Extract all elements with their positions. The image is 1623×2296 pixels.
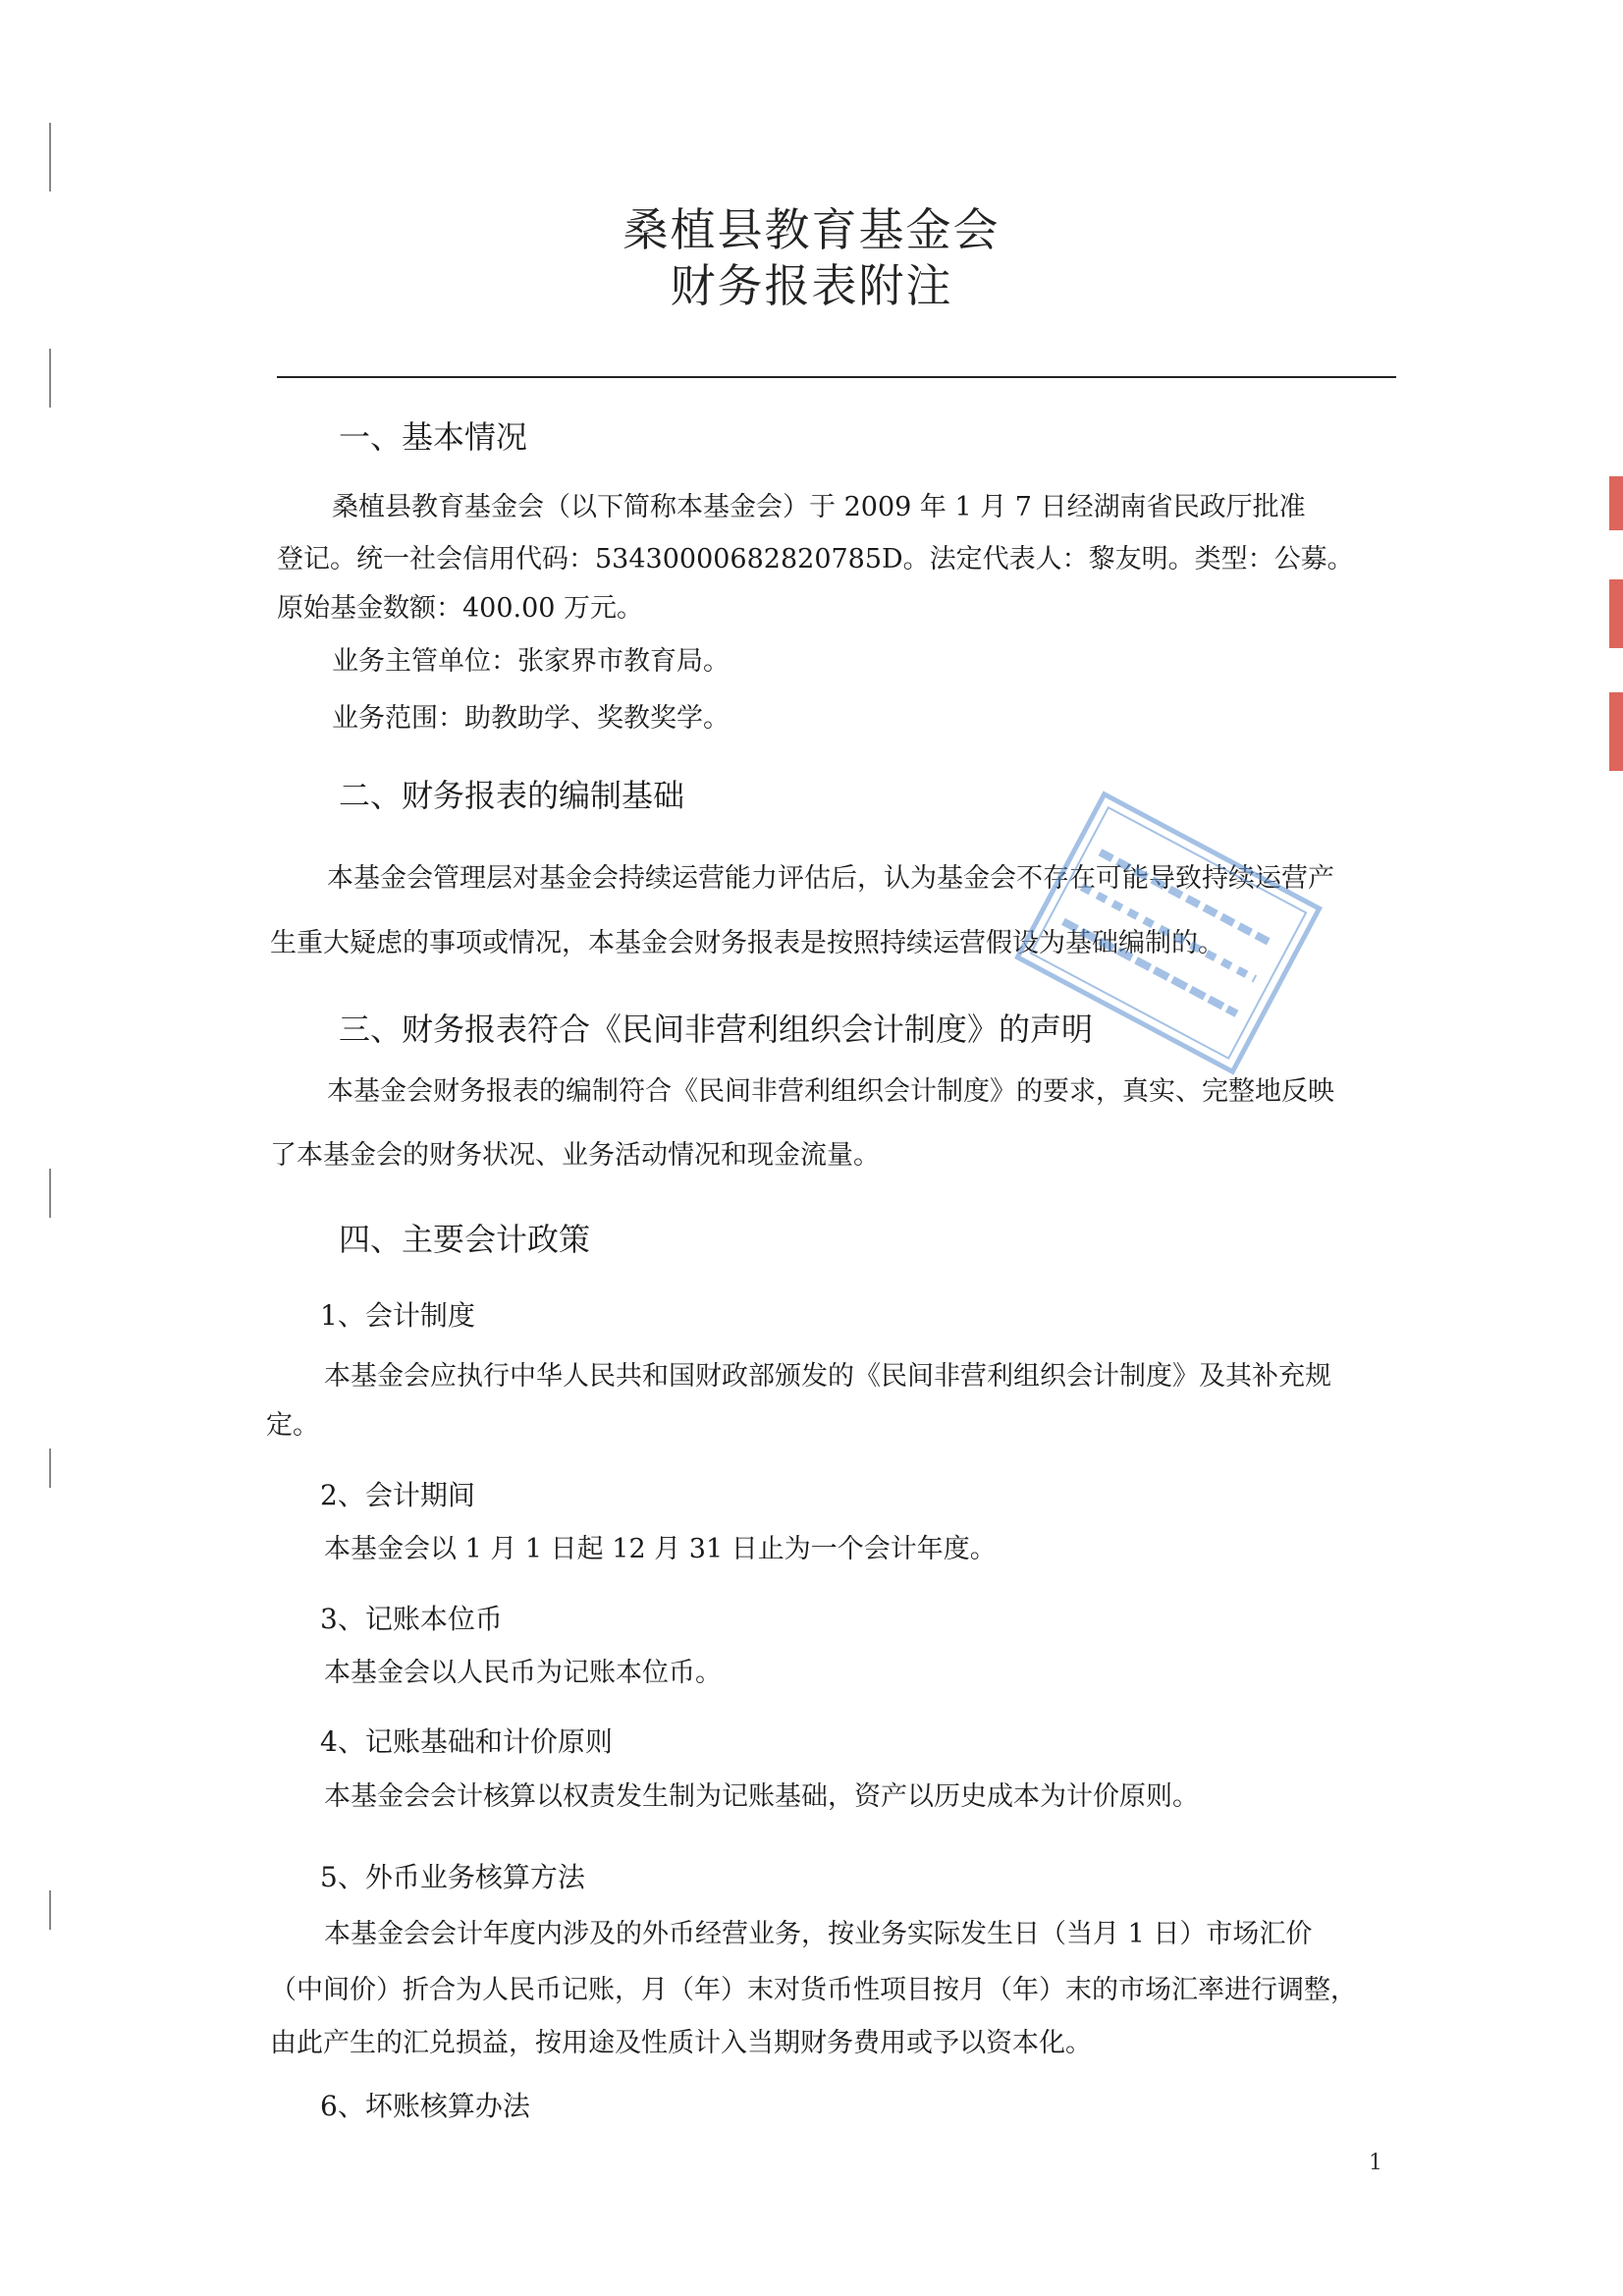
side-red-mark — [1609, 692, 1623, 771]
paragraph-line: 桑植县教育基金会（以下简称本基金会）于 2009 年 1 月 7 日经湖南省民政厅批准 — [332, 492, 1306, 522]
title-divider — [277, 376, 1396, 378]
side-red-mark — [1609, 579, 1623, 648]
paragraph-line: 本基金会财务报表的编制符合《民间非营利组织会计制度》的要求，真实、完整地反映 — [327, 1076, 1334, 1107]
paragraph-line: 业务主管单位：张家界市教育局。 — [332, 646, 730, 677]
paragraph-line: 生重大疑虑的事项或情况，本基金会财务报表是按照持续运营假设为基础编制的。 — [270, 928, 1224, 958]
section-heading-policies: 四、主要会计政策 — [339, 1221, 591, 1258]
subsection-heading: 4、记账基础和计价原则 — [320, 1725, 613, 1758]
subsection-heading: 1、会计制度 — [320, 1299, 475, 1332]
section-heading-basic-info: 一、基本情况 — [339, 418, 528, 456]
subsection-heading: 2、会计期间 — [320, 1479, 475, 1511]
paragraph-line: 本基金会应执行中华人民共和国财政部颁发的《民间非营利组织会计制度》及其补充规 — [324, 1361, 1331, 1392]
scan-edge-mark — [49, 1169, 51, 1218]
paragraph-line: 由此产生的汇兑损益，按用途及性质计入当期财务费用或予以资本化。 — [270, 2028, 1092, 2058]
side-red-mark — [1609, 476, 1623, 530]
paragraph-line: 了本基金会的财务状况、业务活动情况和现金流量。 — [270, 1140, 880, 1171]
document-title-line1: 桑植县教育基金会 — [622, 203, 1001, 256]
paragraph-line: （中间价）折合为人民币记账，月（年）末对货币性项目按月（年）末的市场汇率进行调整， — [270, 1975, 1357, 2005]
page-number: 1 — [1369, 2151, 1382, 2175]
paragraph-line: 本基金会以人民币为记账本位币。 — [324, 1658, 722, 1688]
scan-edge-mark — [49, 1449, 51, 1488]
scan-edge-mark — [49, 1890, 51, 1930]
scan-edge-mark — [49, 349, 51, 408]
paragraph-line: 本基金会会计核算以权责发生制为记账基础，资产以历史成本为计价原则。 — [324, 1781, 1199, 1812]
section-heading-basis: 二、财务报表的编制基础 — [339, 777, 685, 814]
subsection-heading: 5、外币业务核算方法 — [320, 1861, 585, 1893]
document-title-line2: 财务报表附注 — [670, 259, 953, 312]
paragraph-line: 本基金会管理层对基金会持续运营能力评估后，认为基金会不存在可能导致持续运营产 — [327, 863, 1334, 894]
subsection-heading: 3、记账本位币 — [320, 1603, 503, 1635]
paragraph-line: 本基金会会计年度内涉及的外币经营业务，按业务实际发生日（当月 1 日）市场汇价 — [324, 1919, 1313, 1949]
paragraph-line: 原始基金数额：400.00 万元。 — [277, 593, 644, 624]
scan-edge-mark — [49, 123, 51, 191]
section-heading-compliance: 三、财务报表符合《民间非营利组织会计制度》的声明 — [339, 1011, 1094, 1048]
paragraph-line: 定。 — [266, 1410, 319, 1441]
paragraph-line: 登记。统一社会信用代码：53430000682820785D。法定代表人：黎友明。类型：公募。 — [277, 544, 1354, 574]
paragraph-line: 业务范围：助教助学、奖教奖学。 — [332, 703, 730, 734]
paragraph-line: 本基金会以 1 月 1 日起 12 月 31 日止为一个会计年度。 — [324, 1534, 997, 1564]
subsection-heading: 6、坏账核算办法 — [320, 2090, 530, 2122]
